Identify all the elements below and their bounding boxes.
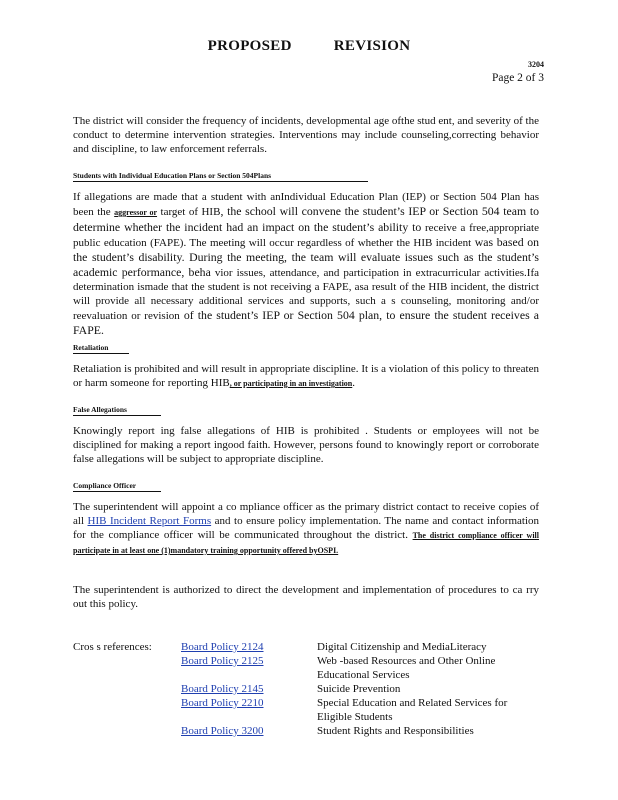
intro-paragraph: The district will consider the frequency of incidents, developmental age ofthe stud ent, and severity of the conduct to determine intervention strategies. Interventions may include counseling,correcting behavior and discipline, to law enforcement referrals. xyxy=(73,115,539,155)
section-504-text-3: , the school will convene the student’s IEP or Section 504 team to determine whether the incident had an impact on the student’s ability to xyxy=(73,204,540,234)
page-number: Page 2 of 3 xyxy=(491,72,544,84)
false-allegations-heading: False Allegations xyxy=(73,405,161,416)
compliance-text-1: The superintendent will appoint a co mpliance officer as the primary district contact to receive copies of all xyxy=(73,501,539,527)
section-504-text-1: If allegations are made that a student with anIndividual Education Plan (IEP) or Section 504 Plan has been the xyxy=(73,191,539,218)
board-policy-2124-link[interactable]: Board Policy 2124 xyxy=(181,641,264,653)
section-504-paragraph xyxy=(73,190,539,338)
cross-reference-description: Student Rights and Responsibilities xyxy=(317,725,474,737)
compliance-officer-heading: Compliance Officer xyxy=(73,481,161,492)
cross-reference-description: Suicide Prevention xyxy=(317,683,401,695)
section-504-text-2: target of HIB xyxy=(157,206,221,218)
section-504-text-4: receive a free,appropriate public education (FAPE). The meeting will occur regardless of whether the HIB incident xyxy=(73,222,539,249)
cross-reference-description: Digital Citizenship and MediaLiteracy xyxy=(317,641,487,653)
cross-references-label: Cros s references: xyxy=(73,641,152,653)
section-504-text-5: was based on the student’s disability. During the meeting, the team will evaluate issues such as the student’s academic performance, beha xyxy=(73,235,539,279)
section-504-text-7: of the student’s IEP or Section 504 plan, to ensure the student receives a FAPE. xyxy=(73,308,539,337)
section-504-text-6: vior issues, attendance, and participation in extracurricular activities.Ifa determination ismade that the student is not receiving a FAPE, asa result of the HIB incident, the district will provide all necessary additional services and supports, such a s counseling, monitoring and/or reevaluation or revision xyxy=(73,267,540,322)
section-504-heading: Students with Individual Education Plans or Section 504Plans xyxy=(73,171,368,182)
retaliation-underlined: , or participating in an investigation xyxy=(229,379,353,388)
board-policy-2125-link[interactable]: Board Policy 2125 xyxy=(181,655,264,667)
policy-code: 3204 xyxy=(528,60,544,69)
board-policy-2210-link[interactable]: Board Policy 2210 xyxy=(181,697,264,709)
aggressor-underlined: aggressor or xyxy=(114,208,158,217)
retaliation-text-1: Retaliation is prohibited and will result in appropriate discipline. It is a violation of this policy to threaten or harm someone for reporting HIB xyxy=(73,363,539,389)
superintendent-paragraph: The superintendent is authorized to direct the development and implementation of procedures to ca rry out this policy. xyxy=(73,584,539,610)
cross-reference-description: Special Education and Related Services for Eligible Students xyxy=(317,697,508,723)
false-allegations-paragraph: Knowingly report ing false allegations of HIB is prohibited . Students or employees will not be disciplined for making a report ingood faith. However, persons found to knowingly report or corroborate false allegations will be subject to appropriate discipline. xyxy=(73,425,539,465)
title-word-revision: REVISION xyxy=(333,38,411,54)
retaliation-text-2: . xyxy=(352,377,355,389)
board-policy-3200-link[interactable]: Board Policy 3200 xyxy=(181,725,264,737)
retaliation-heading: Retaliation xyxy=(73,343,129,354)
compliance-underlined: The district compliance officer will participate in at least one (1)mandatory training opportunity offered byOSPI. xyxy=(73,531,540,555)
retaliation-paragraph xyxy=(73,362,539,391)
compliance-paragraph xyxy=(73,500,539,558)
title-word-proposed: PROPOSED xyxy=(207,38,292,54)
cross-reference-description: Web -based Resources and Other Online Educational Services xyxy=(317,655,496,681)
hib-incident-report-forms-link[interactable]: HIB Incident Report Forms xyxy=(87,515,212,527)
document-title xyxy=(0,38,618,55)
compliance-text-2: and to ensure policy implementation. The name and contact information for the compliance officer will be communicated throughout the district. xyxy=(73,515,539,541)
board-policy-2145-link[interactable]: Board Policy 2145 xyxy=(181,683,264,695)
